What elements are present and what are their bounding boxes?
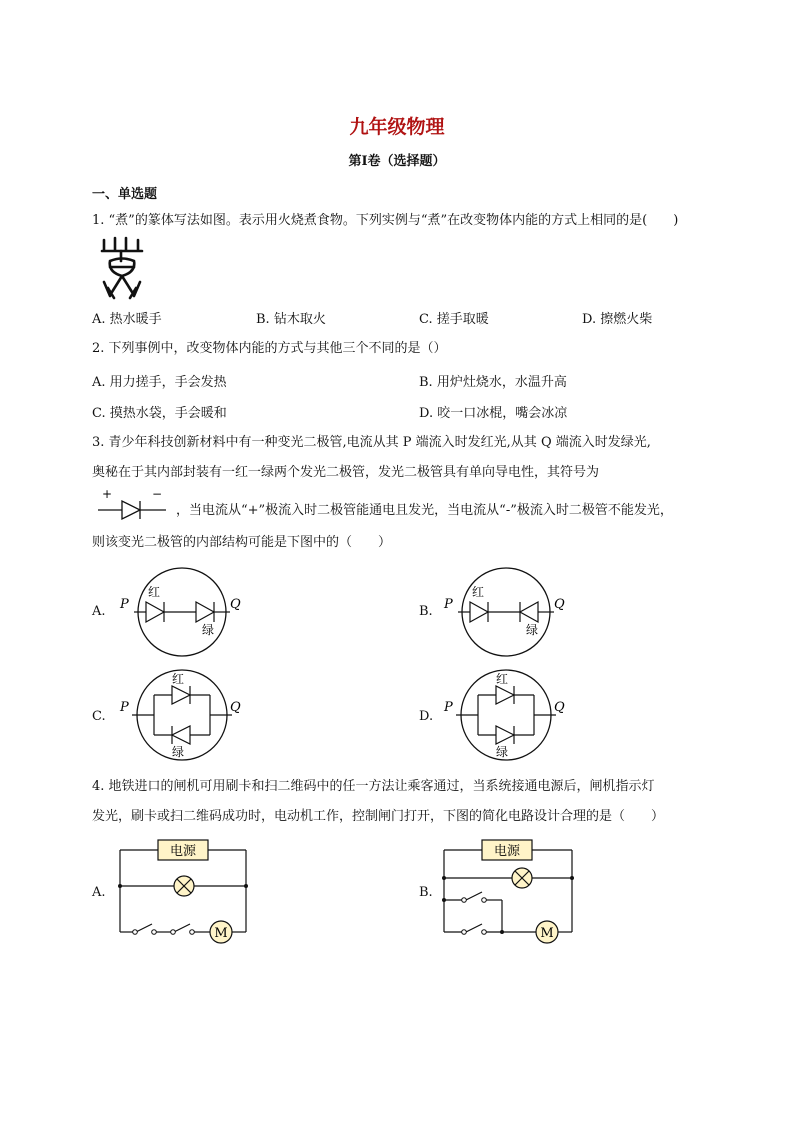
q3-option-a-label[interactable]: A. <box>92 604 106 619</box>
label-red: 红 <box>172 672 185 686</box>
label-green: 绿 <box>496 745 509 759</box>
q4-option-a-label[interactable]: A. <box>92 885 106 900</box>
motor-label: M <box>540 926 554 941</box>
q1-option-d[interactable]: D. 擦燃火柴 <box>582 312 653 327</box>
q1-option-a[interactable]: A. 热水暖手 <box>92 312 162 327</box>
q4-option-b-label[interactable]: B. <box>419 885 433 900</box>
terminal-q: Q <box>230 700 241 715</box>
power-label: 电源 <box>493 844 521 859</box>
q1-option-c[interactable]: C. 搓手取暖 <box>419 312 489 327</box>
terminal-p: P <box>120 597 129 612</box>
q3-option-c-label[interactable]: C. <box>92 709 106 724</box>
diode-minus-sign: − <box>152 488 163 501</box>
q3-option-c-diagram[interactable] <box>112 668 252 762</box>
q4-option-b-circuit[interactable] <box>436 836 584 950</box>
question-3-line3: ，当电流从“+”极流入时二极管能通电且发光，当电流从“-”极流入时二极管不能发光， <box>176 503 673 518</box>
q3-option-d-label[interactable]: D. <box>419 709 434 724</box>
page-subtitle: 第Ⅰ卷（选择题） <box>348 154 446 169</box>
seal-script-zhu-image <box>100 236 146 300</box>
diode-plus-sign: + <box>102 488 113 501</box>
terminal-q: Q <box>230 597 241 612</box>
label-red: 红 <box>496 672 509 686</box>
q2-option-c[interactable]: C. 摸热水袋，手会暖和 <box>92 406 227 421</box>
question-1-text: 1. “煮”的篆体写法如图。表示用火烧煮食物。下列实例与“煮”在改变物体内能的方式上相同的是( ) <box>92 213 679 228</box>
question-4-line1: 4. 地铁进口的闸机可用刷卡和扫二维码中的任一方法让乘客通过，当系统接通电源后，闸机指示灯 <box>92 779 655 794</box>
diode-symbol-icon <box>96 488 170 524</box>
label-green: 绿 <box>526 623 539 637</box>
q3-option-a-diagram[interactable] <box>112 566 252 658</box>
q2-option-d[interactable]: D. 咬一口冰棍，嘴会冰凉 <box>419 406 568 421</box>
q3-option-d-diagram[interactable] <box>436 668 576 762</box>
section-heading: 一、单选题 <box>92 187 158 202</box>
terminal-q: Q <box>554 597 565 612</box>
question-3-line2: 奥秘在于其内部封装有一红一绿两个发光二极管，发光二极管具有单向导电性，其符号为 <box>92 465 600 480</box>
terminal-p: P <box>444 597 453 612</box>
label-green: 绿 <box>202 623 215 637</box>
terminal-p: P <box>444 700 453 715</box>
q1-option-b[interactable]: B. 钻木取火 <box>256 312 326 327</box>
label-red: 红 <box>472 585 485 599</box>
motor-label: M <box>214 926 228 941</box>
q3-option-b-diagram[interactable] <box>436 566 576 658</box>
terminal-q: Q <box>554 700 565 715</box>
question-3-line4: 则该变光二极管的内部结构可能是下图中的（ ） <box>92 535 392 550</box>
question-2-text: 2. 下列事例中，改变物体内能的方式与其他三个不同的是（） <box>92 341 447 356</box>
power-label: 电源 <box>169 844 197 859</box>
q2-option-b[interactable]: B. 用炉灶烧水，水温升高 <box>419 375 567 390</box>
question-3-line1: 3. 青少年科技创新材料中有一种变光二极管,电流从其 P 端流入时发红光,从其 Q 端流入时发绿光, <box>92 435 651 450</box>
label-green: 绿 <box>172 745 185 759</box>
q4-option-a-circuit[interactable] <box>112 838 260 948</box>
q3-option-b-label[interactable]: B. <box>419 604 433 619</box>
label-red: 红 <box>148 585 161 599</box>
terminal-p: P <box>120 700 129 715</box>
question-4-line2: 发光，刷卡或扫二维码成功时，电动机工作，控制闸门打开，下图的简化电路设计合理的是（ ） <box>92 809 665 824</box>
q2-option-a[interactable]: A. 用力搓手，手会发热 <box>92 375 227 390</box>
page-title: 九年级物理 <box>349 116 445 138</box>
